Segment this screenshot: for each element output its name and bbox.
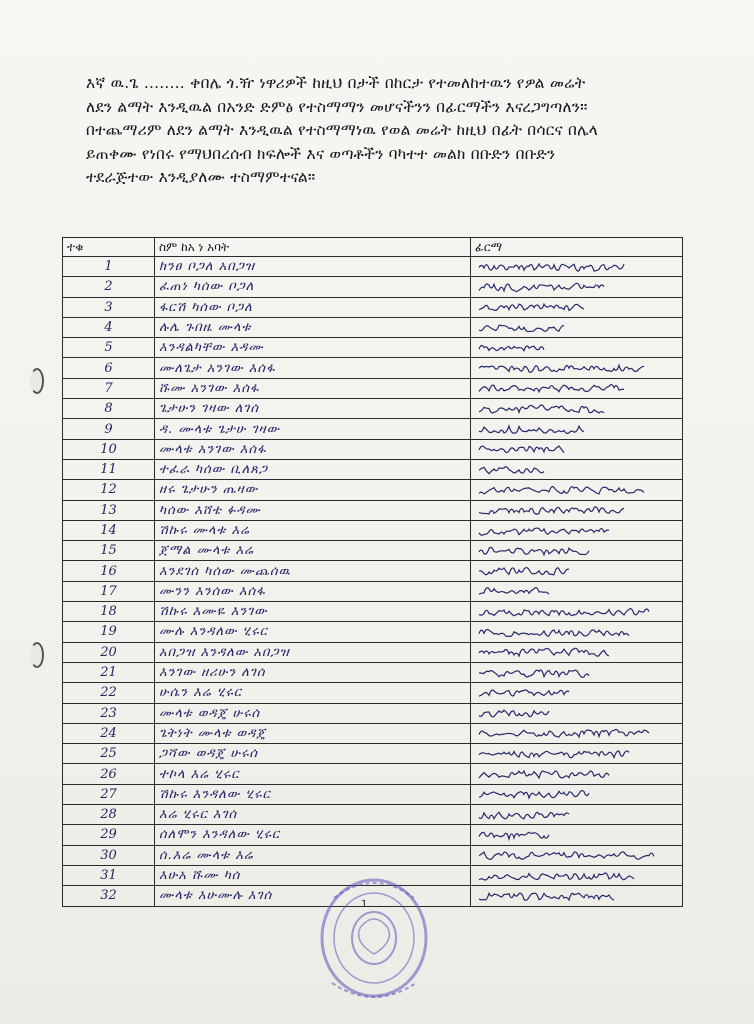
row-signature bbox=[471, 642, 683, 662]
row-number: 32 bbox=[63, 886, 155, 906]
handwritten-signature bbox=[475, 523, 675, 539]
row-name: ጀማል ሙላቱ እሬ bbox=[155, 541, 471, 561]
table-row bbox=[63, 581, 683, 601]
row-signature bbox=[471, 865, 683, 885]
row-signature bbox=[471, 886, 683, 906]
row-number: 7 bbox=[63, 378, 155, 398]
row-signature bbox=[471, 297, 683, 317]
row-number: 21 bbox=[63, 662, 155, 682]
row-signature bbox=[471, 500, 683, 520]
row-number: 3 bbox=[63, 297, 155, 317]
row-name: ሙላቱ እሁሙሉ እገሰ bbox=[155, 886, 471, 906]
table-row bbox=[63, 825, 683, 845]
row-signature bbox=[471, 602, 683, 622]
table-row bbox=[63, 744, 683, 764]
row-number: 6 bbox=[63, 358, 155, 378]
table-row bbox=[63, 561, 683, 581]
row-number: 23 bbox=[63, 703, 155, 723]
punch-hole bbox=[30, 368, 44, 394]
handwritten-signature bbox=[475, 421, 675, 437]
row-signature bbox=[471, 703, 683, 723]
table-row bbox=[63, 764, 683, 784]
row-name: ሙላቱ ወዳጄ ሁሩሰ bbox=[155, 703, 471, 723]
row-signature bbox=[471, 338, 683, 358]
intro-line: ተደራጅተው እንዲያለሙ ተስማምተናል። bbox=[86, 168, 316, 186]
row-name: ሁሴን እሬ ሂሩር bbox=[155, 683, 471, 703]
table-row bbox=[63, 723, 683, 743]
row-name: አበጋዝ እንዳለው አበጋዝ bbox=[155, 642, 471, 662]
table-row bbox=[63, 703, 683, 723]
row-number: 22 bbox=[63, 683, 155, 703]
row-name: ክንፀ ቦጋለ አበጋዝ bbox=[155, 257, 471, 277]
header-name: ስም ከአ ነ አባት bbox=[155, 238, 471, 257]
header-number: ተቁ bbox=[63, 238, 155, 257]
intro-line: እኛ ዉ.ጌ ........ ቀበሌ ጎ.ዥ ነዋሪዎች ከዚህ በታች በከርታ የተመለከተዉን የዎል መሬት bbox=[86, 74, 586, 92]
punch-hole bbox=[30, 642, 44, 668]
row-signature bbox=[471, 277, 683, 297]
row-signature bbox=[471, 784, 683, 804]
table-row bbox=[63, 480, 683, 500]
table-row bbox=[63, 399, 683, 419]
row-number: 9 bbox=[63, 419, 155, 439]
table-row bbox=[63, 683, 683, 703]
table-row bbox=[63, 784, 683, 804]
row-name: ሽኩሩ ሙላቱ እሬ bbox=[155, 520, 471, 540]
row-signature bbox=[471, 257, 683, 277]
handwritten-signature bbox=[475, 746, 675, 762]
row-signature bbox=[471, 480, 683, 500]
row-number: 31 bbox=[63, 865, 155, 885]
row-signature bbox=[471, 541, 683, 561]
handwritten-signature bbox=[475, 259, 675, 275]
intro-paragraph bbox=[86, 72, 696, 190]
handwritten-signature bbox=[475, 665, 675, 681]
row-signature bbox=[471, 459, 683, 479]
row-name: እንዳልካቸው እዳሙ bbox=[155, 338, 471, 358]
table-row bbox=[63, 805, 683, 825]
row-signature bbox=[471, 581, 683, 601]
table-row bbox=[63, 297, 683, 317]
handwritten-signature bbox=[475, 868, 675, 884]
row-signature bbox=[471, 561, 683, 581]
row-signature bbox=[471, 662, 683, 682]
row-signature bbox=[471, 439, 683, 459]
handwritten-signature bbox=[475, 888, 675, 904]
handwritten-signature bbox=[475, 725, 675, 741]
handwritten-signature bbox=[475, 644, 675, 660]
header-signature: ፊርማ bbox=[471, 238, 683, 257]
row-name: ካሰው እሸቴ ፉዳሙ bbox=[155, 500, 471, 520]
row-name: ዘሩ ጌታሁን ጤዛው bbox=[155, 480, 471, 500]
table-row bbox=[63, 317, 683, 337]
row-name: ፋርሽ ካሰው ቦጋለ bbox=[155, 297, 471, 317]
row-signature bbox=[471, 845, 683, 865]
row-name: ሹሙ አንገው እሰፋ bbox=[155, 378, 471, 398]
table-row bbox=[63, 358, 683, 378]
handwritten-signature bbox=[475, 807, 675, 823]
row-number: 28 bbox=[63, 805, 155, 825]
row-number: 11 bbox=[63, 459, 155, 479]
row-number: 8 bbox=[63, 399, 155, 419]
table-header-row bbox=[63, 238, 683, 257]
handwritten-signature bbox=[475, 624, 675, 640]
handwritten-signature bbox=[475, 563, 675, 579]
row-name: ሽኩሩ እሙዬ እንገው bbox=[155, 602, 471, 622]
row-number: 14 bbox=[63, 520, 155, 540]
handwritten-signature bbox=[475, 502, 675, 518]
row-number: 16 bbox=[63, 561, 155, 581]
row-name: ጌትነት ሙላቱ ወዳጄ bbox=[155, 723, 471, 743]
row-number: 24 bbox=[63, 723, 155, 743]
table-row bbox=[63, 500, 683, 520]
handwritten-signature bbox=[475, 847, 675, 863]
handwritten-signature bbox=[475, 685, 675, 701]
handwritten-signature bbox=[475, 299, 675, 315]
row-signature bbox=[471, 419, 683, 439]
row-name: ሽኩሩ እንዳለው ሂሩር bbox=[155, 784, 471, 804]
row-signature bbox=[471, 399, 683, 419]
row-name: ተኮላ እሬ ሂሩር bbox=[155, 764, 471, 784]
row-number: 12 bbox=[63, 480, 155, 500]
row-number: 4 bbox=[63, 317, 155, 337]
table-row bbox=[63, 439, 683, 459]
table-row bbox=[63, 662, 683, 682]
row-number: 19 bbox=[63, 622, 155, 642]
row-name: ሙሉ እንዳለው ሂሩር bbox=[155, 622, 471, 642]
table-row bbox=[63, 338, 683, 358]
handwritten-signature bbox=[475, 827, 675, 843]
row-name: ዳ. ሙላቱ ጌታሁ ገዛው bbox=[155, 419, 471, 439]
handwritten-signature bbox=[475, 401, 675, 417]
handwritten-signature bbox=[475, 320, 675, 336]
row-number: 10 bbox=[63, 439, 155, 459]
row-signature bbox=[471, 805, 683, 825]
handwritten-signature bbox=[475, 380, 675, 396]
table-row bbox=[63, 541, 683, 561]
row-signature bbox=[471, 683, 683, 703]
row-name: ተፈራ ካሰው ቢለጸጋ bbox=[155, 459, 471, 479]
intro-line: በተጨማሪም ለደን ልማት እንዲዉል የተስማማነዉ የወል መሬት ከዚህ በፊት በሳርና በሌላ bbox=[86, 121, 599, 139]
row-number: 30 bbox=[63, 845, 155, 865]
table-row bbox=[63, 459, 683, 479]
table-row bbox=[63, 277, 683, 297]
handwritten-signature bbox=[475, 279, 675, 295]
row-name: እንደገሰ ካሰው ሙጨሰዉ bbox=[155, 561, 471, 581]
row-name: ሉሌ ጉበዜ ሙላቱ bbox=[155, 317, 471, 337]
row-name: ሙለጌታ አንገው እሰፋ bbox=[155, 358, 471, 378]
row-number: 2 bbox=[63, 277, 155, 297]
row-name: ጌታሁን ገዛው ለገሰ bbox=[155, 399, 471, 419]
handwritten-signature bbox=[475, 543, 675, 559]
row-signature bbox=[471, 622, 683, 642]
row-name: ሙላቱ አንገው እሰፋ bbox=[155, 439, 471, 459]
table-row bbox=[63, 622, 683, 642]
handwritten-signature bbox=[475, 482, 675, 498]
row-name: ጋሻው ወዳጄ ሁሩሰ bbox=[155, 744, 471, 764]
row-signature bbox=[471, 378, 683, 398]
row-name: ፈጠነ ካሰው ቦጋለ bbox=[155, 277, 471, 297]
handwritten-signature bbox=[475, 360, 675, 376]
row-name: እሁአ ሹሙ ካሰ bbox=[155, 865, 471, 885]
row-name: ሰለሞን እንዳለው ሂሩር bbox=[155, 825, 471, 845]
row-number: 25 bbox=[63, 744, 155, 764]
row-number: 26 bbox=[63, 764, 155, 784]
handwritten-signature bbox=[475, 705, 675, 721]
row-number: 18 bbox=[63, 602, 155, 622]
handwritten-signature bbox=[475, 786, 675, 802]
handwritten-signature bbox=[475, 462, 675, 478]
row-number: 27 bbox=[63, 784, 155, 804]
row-signature bbox=[471, 520, 683, 540]
signature-table bbox=[62, 237, 683, 907]
row-number: 17 bbox=[63, 581, 155, 601]
row-signature bbox=[471, 723, 683, 743]
table-row bbox=[63, 602, 683, 622]
row-number: 15 bbox=[63, 541, 155, 561]
row-signature bbox=[471, 744, 683, 764]
row-signature bbox=[471, 358, 683, 378]
row-number: 1 bbox=[63, 257, 155, 277]
table-row bbox=[63, 520, 683, 540]
row-signature bbox=[471, 317, 683, 337]
page-number: 1 bbox=[361, 899, 368, 910]
row-number: 5 bbox=[63, 338, 155, 358]
table-row bbox=[63, 257, 683, 277]
row-number: 13 bbox=[63, 500, 155, 520]
row-name: እንገው ዘሪሁን ለገሰ bbox=[155, 662, 471, 682]
handwritten-signature bbox=[475, 441, 675, 457]
row-name: ሰ.እሬ ሙላቱ እሬ bbox=[155, 845, 471, 865]
row-number: 29 bbox=[63, 825, 155, 845]
intro-line: ለደን ልማት እንዲዉል በአንድ ድምፅ የተስማማን መሆናችንን በፊርማችን እናረጋግጣለን። bbox=[86, 97, 588, 116]
intro-line: ይጠቀሙ የነበሩ የማህበረሰብ ክፍሎች እና ወጣቶችን ባካተተ መልክ በቡድን በቡድን bbox=[86, 144, 556, 163]
official-seal-stamp bbox=[312, 858, 437, 1008]
handwritten-signature bbox=[475, 583, 675, 599]
row-name: እሬ ሂሩር እገሰ bbox=[155, 805, 471, 825]
table-row bbox=[63, 419, 683, 439]
handwritten-signature bbox=[475, 340, 675, 356]
row-number: 20 bbox=[63, 642, 155, 662]
handwritten-signature bbox=[475, 604, 675, 620]
row-signature bbox=[471, 764, 683, 784]
table-row bbox=[63, 642, 683, 662]
row-signature bbox=[471, 825, 683, 845]
row-name: ሙንን እንሰው እሰፋ bbox=[155, 581, 471, 601]
handwritten-signature bbox=[475, 766, 675, 782]
table-row bbox=[63, 378, 683, 398]
